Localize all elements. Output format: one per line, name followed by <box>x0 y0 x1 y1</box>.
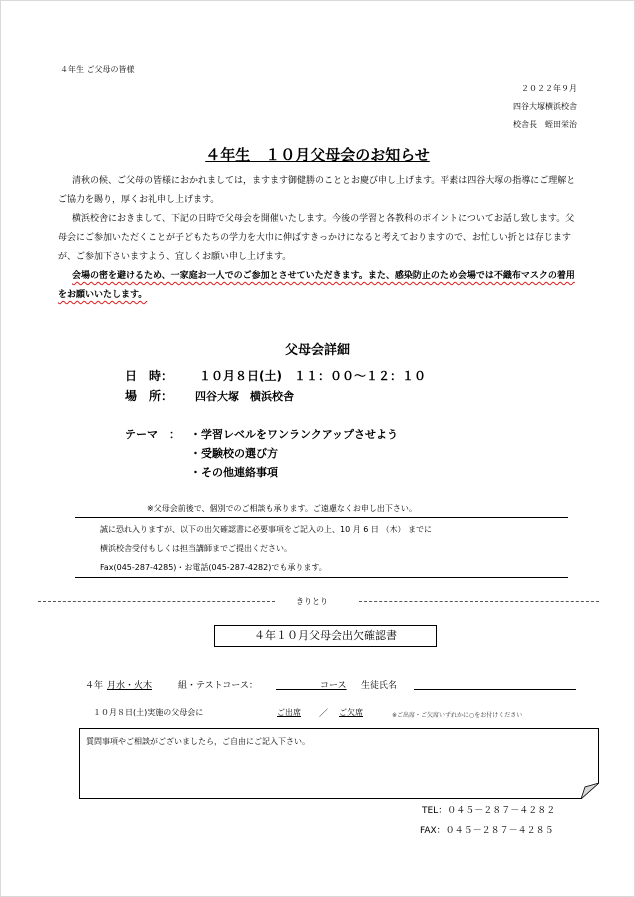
class-field[interactable]: 月水・火木 <box>107 681 153 691</box>
attendance-note: ※ご出席・ご欠席いずれかに○をお付けください <box>392 712 523 719</box>
details-heading: 父母会詳細 <box>284 343 350 358</box>
divider <box>75 577 568 578</box>
school-name: 四谷大塚横浜校舎 <box>513 102 577 111</box>
comment-prompt: 質問事項やご相談がございましたら，ご自由にご記入下さい。 <box>86 737 310 746</box>
attendance-separator: ／ <box>319 709 329 719</box>
absent-option[interactable]: ご欠席 <box>339 708 363 717</box>
notice-text: 会場の密を避けるため、一家庭お一人でのご参加とさせていただきます。また、感染防止のため会場では不織布マスクの着用をお願いいたします。 <box>58 271 575 300</box>
datetime-label: 日 時： <box>125 369 174 383</box>
attendance-prefix: １０月８日(土)実施の父母会に <box>93 708 204 717</box>
theme-item: ・学習レベルをワンランクアップさせよう <box>190 428 399 441</box>
divider <box>75 517 568 518</box>
submit-instruction: 横浜校舎受付もしくは担当講師までご提出ください。 <box>100 544 292 553</box>
grade-prefix: ４年 <box>85 681 104 691</box>
theme-item: ・その他連絡事項 <box>190 466 278 479</box>
submit-instruction: 誠に恐れ入りますが、以下の出欠確認書に必要事項をご記入の上、10 月 6 日 （木） までに <box>100 525 432 534</box>
student-name-label: 生徒氏名 <box>361 681 398 691</box>
consult-note: ※父母会前後で、個別でのご相談も承ります。ご遠慮なくお申し出下さい。 <box>147 504 417 513</box>
course-suffix: コース <box>320 681 347 691</box>
theme-item: ・受験校の選び方 <box>190 447 278 460</box>
intro-paragraph-1: 清秋の候、ご父母の皆様におかれましては，ますます御健勝のこととお慶び申し上げます。平素は四谷大塚の指導にご理解とご協力を賜り，厚くお礼申し上げます。 <box>58 176 576 205</box>
place-value: 四谷大塚 横浜校舎 <box>195 390 294 403</box>
place-label: 場 所： <box>125 389 174 403</box>
cut-label: きりとり <box>296 597 328 606</box>
intro-paragraph-2: 横浜校舎におきまして、下記の日時で父母会を開催いたします。今後の学習と各教科のポイントについてお話し致します。父母会にご参加いただくことが子どもたちの学力を大巾に伸ばすきっかけになると考えておりますので、お忙しい折とは存じますが、ご参加下さいますよう、宜しくお願い申し上げます。 <box>58 214 575 262</box>
attend-option[interactable]: ご出席 <box>277 708 301 717</box>
class-suffix: 組・テストコース： <box>178 681 258 691</box>
folded-corner-icon <box>581 783 599 799</box>
cut-line-left <box>38 601 275 602</box>
cut-line-right <box>359 601 599 602</box>
comment-box[interactable] <box>79 728 599 799</box>
principal-name: 校舎長 蛭田栄治 <box>513 120 577 129</box>
page-title: ４年生 １０月父母会のお知らせ <box>205 146 430 164</box>
letter-date: ２０２２年９月 <box>521 84 577 93</box>
student-name-field[interactable] <box>414 689 576 690</box>
addressee: ４年生 ご父母の皆様 <box>60 65 135 74</box>
contact-fax: FAX：０４５－２８７－４２８５ <box>420 826 554 836</box>
submit-contact: Fax(045-287-4285)・お電話(045-287-4282)でも承ります。 <box>100 563 327 572</box>
course-field[interactable] <box>276 689 320 690</box>
contact-tel: TEL：０４５－２８７－４２８２ <box>422 806 556 816</box>
datetime-value: １０月８日(土) １１：００～１２：１０ <box>199 369 426 383</box>
theme-label: テーマ ： <box>125 428 180 441</box>
form-title: ４年１０月父母会出欠確認書 <box>214 625 437 647</box>
notice-paragraph <box>58 267 578 305</box>
